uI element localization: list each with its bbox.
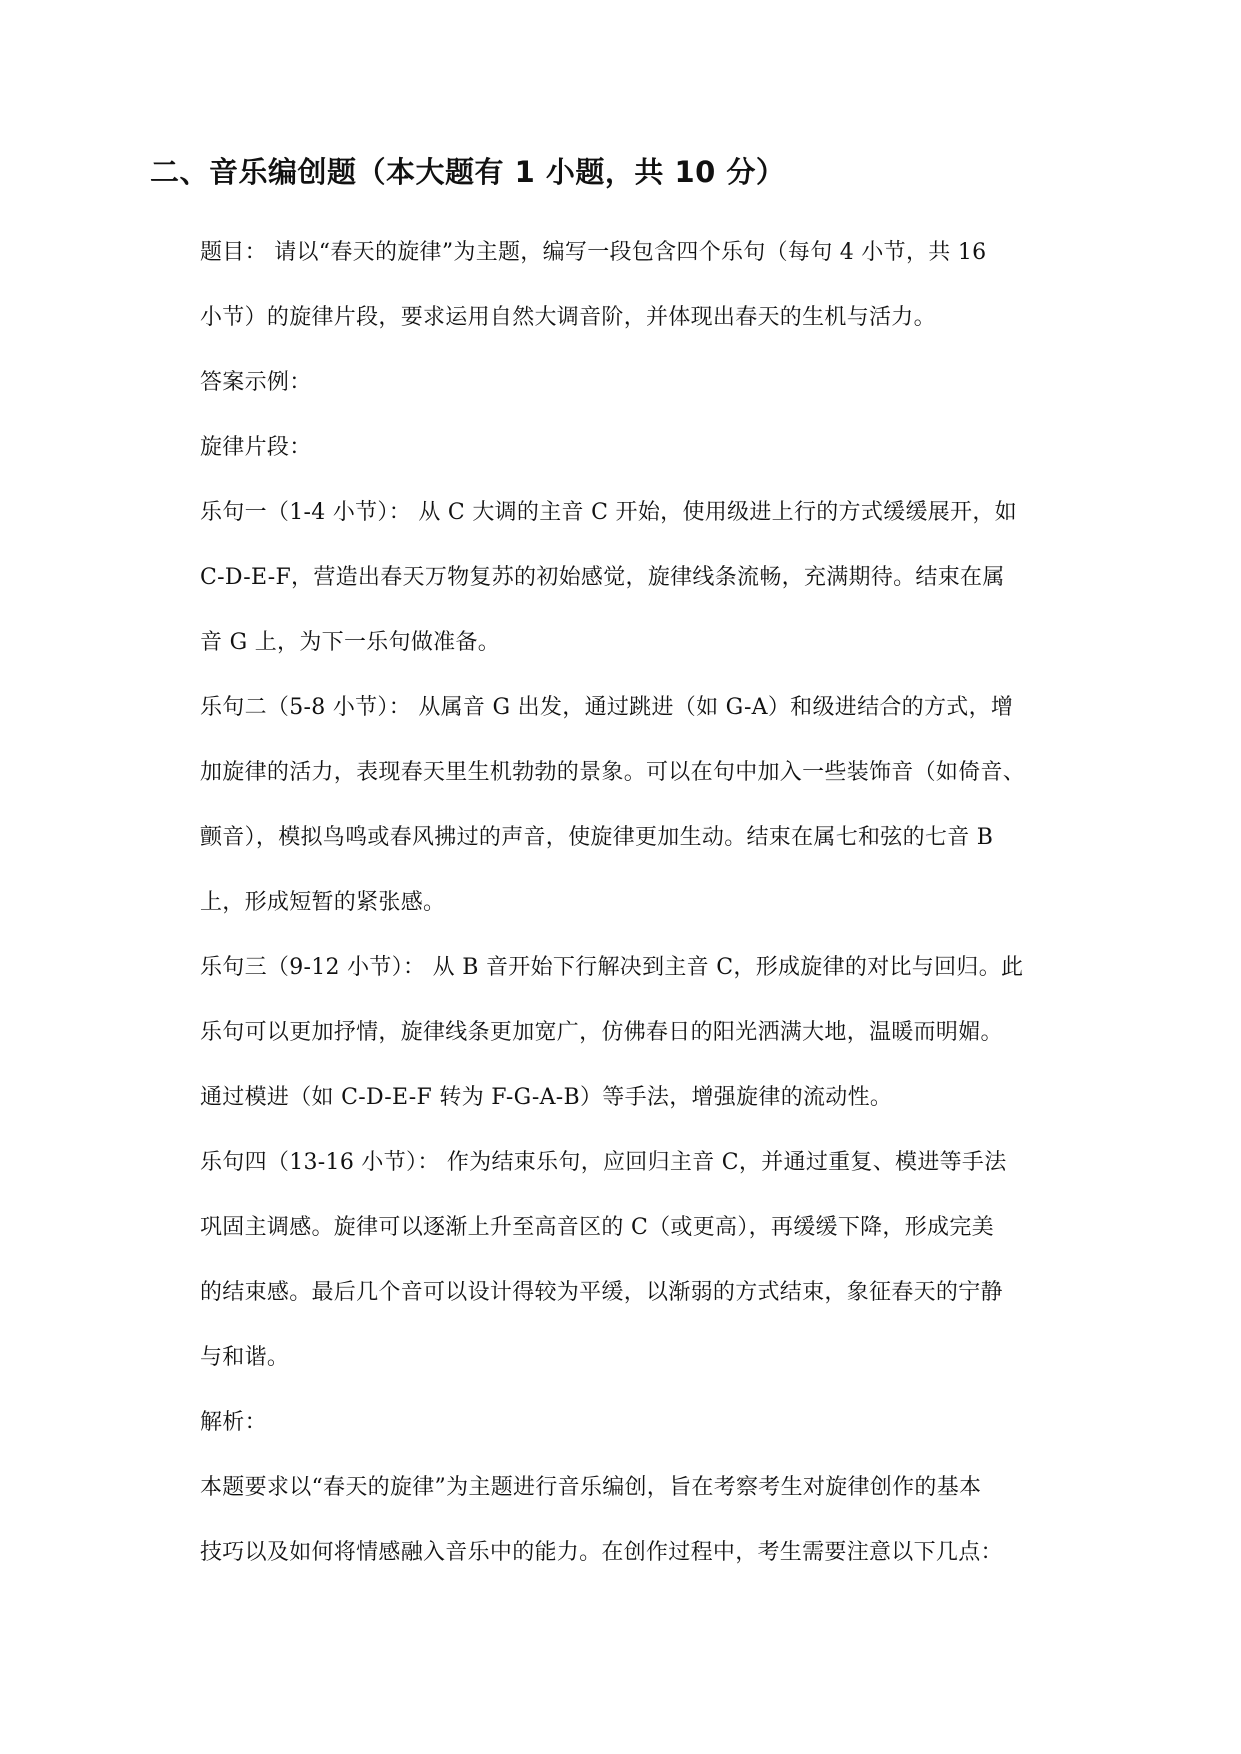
phrase-1-line-2: C-D-E-F，营造出春天万物复苏的初始感觉，旋律线条流畅，充满期待。结束在属 xyxy=(200,565,1005,590)
phrase-3-line-3: 通过模进（如 C-D-E-F 转为 F-G-A-B）等手法，增强旋律的流动性。 xyxy=(200,1085,893,1110)
analysis-line-2: 技巧以及如何将情感融入音乐中的能力。在创作过程中，考生需要注意以下几点： xyxy=(200,1540,1003,1565)
phrase-4-line-2: 巩固主调感。旋律可以逐渐上升至高音区的 C（或更高），再缓缓下降，形成完美 xyxy=(200,1215,994,1240)
phrase-2-line-3: 颤音），模拟鸟鸣或春风拂过的声音，使旋律更加生动。结束在属七和弦的七音 B xyxy=(200,825,994,850)
melody-fragment-heading: 旋律片段： xyxy=(200,435,312,460)
phrase-3-line-1: 乐句三（9-12 小节）： 从 B 音开始下行解决到主音 C，形成旋律的对比与回归。此 xyxy=(200,955,1024,980)
analysis-heading: 解析： xyxy=(200,1410,267,1435)
question-line-1: 题目： 请以“春天的旋律”为主题，编写一段包含四个乐句（每句 4 小节，共 16 xyxy=(200,240,987,265)
phrase-2-line-4: 上，形成短暂的紧张感。 xyxy=(200,890,446,915)
phrase-2-line-1: 乐句二（5-8 小节）： 从属音 G 出发，通过跳进（如 G-A）和级进结合的方式，增 xyxy=(200,695,1014,720)
phrase-4-line-1: 乐句四（13-16 小节）： 作为结束乐句，应回归主音 C，并通过重复、模进等手法 xyxy=(200,1150,1007,1175)
phrase-1-line-1: 乐句一（1-4 小节）： 从 C 大调的主音 C 开始，使用级进上行的方式缓缓展开，如 xyxy=(200,500,1017,525)
analysis-line-1: 本题要求以“春天的旋律”为主题进行音乐编创，旨在考察考生对旋律创作的基本 xyxy=(200,1475,982,1500)
phrase-3-line-2: 乐句可以更加抒情，旋律线条更加宽广，仿佛春日的阳光洒满大地，温暖而明媚。 xyxy=(200,1020,1003,1045)
phrase-4-line-4: 与和谐。 xyxy=(200,1345,290,1370)
phrase-2-line-2: 加旋律的活力，表现春天里生机勃勃的景象。可以在句中加入一些装饰音（如倚音、 xyxy=(200,760,1026,785)
phrase-1-line-3: 音 G 上，为下一乐句做准备。 xyxy=(200,630,501,655)
section-heading: 二、音乐编创题（本大题有 1 小题，共 10 分） xyxy=(150,155,786,189)
answer-example-heading: 答案示例： xyxy=(200,370,312,395)
question-line-2: 小节）的旋律片段，要求运用自然大调音阶，并体现出春天的生机与活力。 xyxy=(200,305,936,330)
phrase-4-line-3: 的结束感。最后几个音可以设计得较为平缓，以渐弱的方式结束，象征春天的宁静 xyxy=(200,1280,1003,1305)
